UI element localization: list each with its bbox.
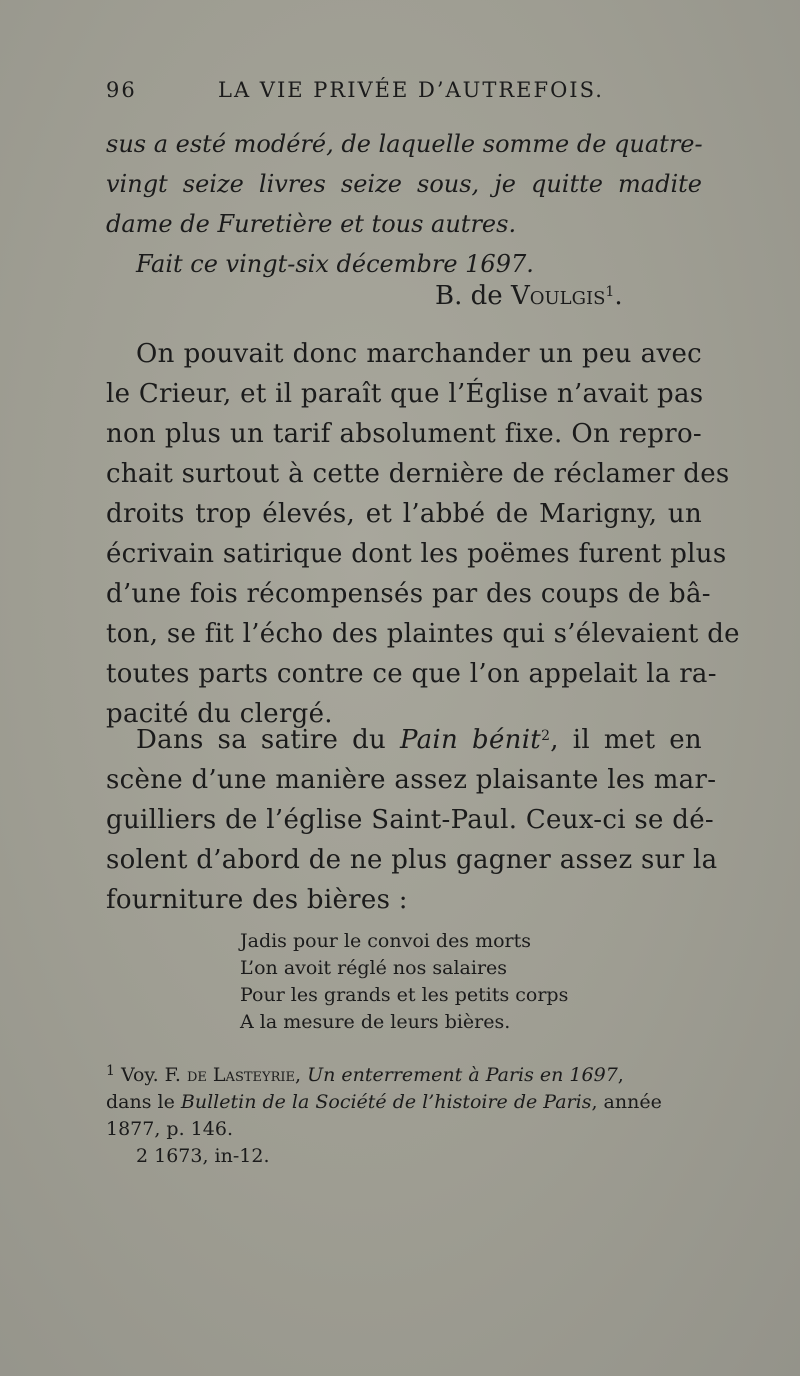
text-fragment: , année [591,1091,662,1113]
signature [435,276,623,316]
text-line: solent d’abord de ne plus gagner assez sur la [106,845,718,875]
footnote-2: 2 1673, in-12. [136,1145,270,1167]
footnote-ref: 2 [541,728,551,744]
text-line: le Crieur, et il paraît que l’Église n’avait pas [106,379,704,409]
footnote-author: de Lasteyrie [186,1064,296,1086]
date-line: Fait ce vingt-six décembre 1697. [136,250,534,278]
text-line: écrivain satirique dont les poëmes furent plus [106,539,727,569]
footnote-1-line: $^1$ Voy. F. de Lasteyrie, Un enterrement à Paris en 1697, [106,1063,624,1086]
text-line: dame de Furetière et tous autres. [106,210,517,238]
text-line: guilliers de l’église Saint-Paul. Ceux-ci se dé- [106,805,714,835]
quoted-receipt [106,124,702,284]
paragraph-2 [106,720,718,920]
text-fragment: , il met en [550,725,702,755]
running-title: LA VIE PRIVÉE D’AUTREFOIS. [218,78,604,102]
verse-line: L’on avoit réglé nos salaires [240,957,508,979]
text-fragment: Voy. F. [120,1064,187,1086]
text-line: droits trop élevés, et l’abbé de Marigny, un [106,499,702,529]
text-line [106,720,702,760]
signature-name: Voulgis [510,281,606,311]
text-line: toutes parts contre ce que l’on appelait la ra- [106,659,717,689]
footnote-marker: 1 [106,1063,115,1079]
text-line: pacité du clergé. [106,699,333,729]
text-line: non plus un tarif absolument fixe. On repro- [106,419,702,449]
cited-title: Pain bénit [400,725,542,755]
text-line: scène d’une manière assez plaisante les mar- [106,765,717,795]
signature-prefix: B. de [435,281,511,311]
footnote-1-line: 1877, p. 146. [106,1118,233,1140]
signature-suffix: . [614,281,623,311]
text-fragment: Dans sa satire du [136,725,400,755]
page-header [106,78,706,114]
text-line: sus a esté modéré, de laquelle somme de quatre- [106,130,703,158]
text-line: d’une fois récompensés par des coups de bâ- [106,579,711,609]
verse-line: Jadis pour le convoi des morts [240,930,532,952]
text-line: On pouvait donc marchander un peu avec [136,339,702,369]
text-line: chait surtout à cette dernière de réclamer des [106,459,730,489]
verse-line: Pour les grands et les petits corps [240,984,569,1006]
footnote-journal: Bulletin de la Société de l’histoire de Paris [180,1091,592,1113]
page-number: 96 [106,78,137,102]
footnote-title: Un enterrement à Paris en 1697 [307,1064,618,1086]
text-line: vingt seize livres seize sous, je quitte madite [106,170,702,198]
verse-quote [240,928,660,1036]
footnote-ref: 1 [605,284,615,300]
text-line: ton, se fit l’écho des plaintes qui s’élevaient de [106,619,740,649]
text-line: fourniture des bières : [106,885,408,915]
verse-line: A la mesure de leurs bières. [240,1011,511,1033]
footnotes [106,1062,702,1170]
paragraph-1 [106,334,740,734]
footnote-1-line [106,1089,702,1116]
text-fragment: dans le [106,1091,181,1113]
